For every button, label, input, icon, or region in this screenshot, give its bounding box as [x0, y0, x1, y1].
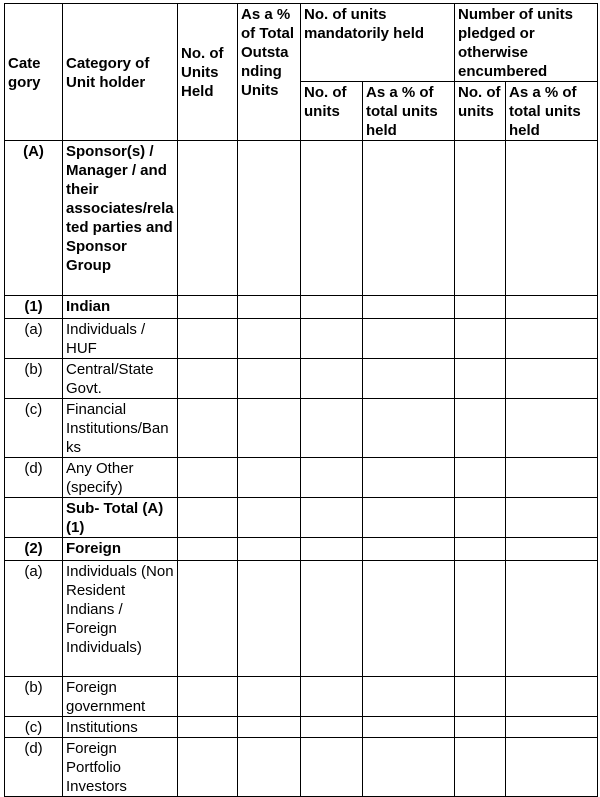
cell — [455, 717, 506, 738]
cell — [301, 498, 363, 538]
cell — [506, 738, 598, 797]
row-category: (a) — [5, 319, 63, 359]
cell — [363, 738, 455, 797]
cell — [455, 399, 506, 458]
cell — [506, 359, 598, 399]
cell — [238, 498, 301, 538]
cell — [301, 561, 363, 677]
cell — [301, 399, 363, 458]
cell — [178, 498, 238, 538]
cell — [363, 561, 455, 677]
cell — [238, 738, 301, 797]
cell — [301, 538, 363, 561]
row-category: (c) — [5, 717, 63, 738]
row-category: (A) — [5, 141, 63, 296]
cell — [301, 296, 363, 319]
cell — [506, 319, 598, 359]
cell — [455, 498, 506, 538]
row-category: (2) — [5, 538, 63, 561]
cell — [178, 677, 238, 717]
cell — [301, 359, 363, 399]
row-holder: Financial Institutions/Banks — [63, 399, 178, 458]
row-category: (b) — [5, 677, 63, 717]
cell — [178, 717, 238, 738]
cell — [238, 538, 301, 561]
cell — [301, 319, 363, 359]
cell — [363, 399, 455, 458]
cell — [238, 296, 301, 319]
table-row — [5, 538, 598, 561]
cell — [238, 359, 301, 399]
cell — [506, 296, 598, 319]
cell — [455, 458, 506, 498]
cell — [301, 677, 363, 717]
cell — [238, 141, 301, 296]
cell — [238, 399, 301, 458]
table-row — [5, 296, 598, 319]
cell — [506, 498, 598, 538]
cell — [455, 561, 506, 677]
table-row — [5, 141, 598, 296]
cell — [506, 561, 598, 677]
cell — [455, 738, 506, 797]
cell — [363, 319, 455, 359]
header-category — [5, 4, 63, 141]
cell — [178, 296, 238, 319]
table-row — [5, 319, 598, 359]
row-holder: Institutions — [63, 717, 178, 738]
cell — [238, 717, 301, 738]
cell — [506, 141, 598, 296]
cell — [178, 538, 238, 561]
cell — [363, 296, 455, 319]
cell — [178, 561, 238, 677]
row-category: (a) — [5, 561, 63, 677]
header-pct-outstanding: As a % of Total Outstanding Units — [238, 4, 301, 141]
header-pledged: Number of units pledged or otherwise encumbered — [455, 4, 598, 82]
row-holder: Sponsor(s) / Manager / and their associates/related parties and Sponsor Group — [63, 141, 178, 296]
table-row — [5, 458, 598, 498]
cell — [455, 141, 506, 296]
cell — [363, 717, 455, 738]
header-mandatorily-held: No. of units mandatorily held — [301, 4, 455, 82]
subheader-no-of-units-pledged: No. of units — [455, 82, 506, 141]
cell — [301, 141, 363, 296]
table-row — [5, 677, 598, 717]
header-units-held: No. of Units Held — [178, 4, 238, 141]
cell — [301, 458, 363, 498]
table-row — [5, 498, 598, 538]
header-category-line1: Cate — [8, 54, 41, 72]
cell — [506, 538, 598, 561]
header-category-line2: gory — [8, 73, 41, 91]
row-holder: Sub- Total (A) (1) — [63, 498, 178, 538]
row-holder: Foreign — [63, 538, 178, 561]
table-row — [5, 359, 598, 399]
cell — [363, 359, 455, 399]
cell — [506, 458, 598, 498]
cell — [238, 677, 301, 717]
cell — [238, 561, 301, 677]
cell — [178, 141, 238, 296]
cell — [178, 738, 238, 797]
row-category: (d) — [5, 458, 63, 498]
row-holder: Indian — [63, 296, 178, 319]
cell — [363, 458, 455, 498]
subheader-pct-total-units: As a % of total units held — [363, 82, 455, 141]
table-row — [5, 561, 598, 677]
unitholding-table — [4, 3, 598, 797]
row-category — [5, 498, 63, 538]
row-holder: Foreign government — [63, 677, 178, 717]
table-row — [5, 738, 598, 797]
cell — [363, 498, 455, 538]
cell — [455, 319, 506, 359]
cell — [301, 717, 363, 738]
cell — [301, 738, 363, 797]
cell — [363, 538, 455, 561]
row-category: (b) — [5, 359, 63, 399]
row-category: (d) — [5, 738, 63, 797]
cell — [363, 677, 455, 717]
cell — [506, 717, 598, 738]
cell — [455, 359, 506, 399]
cell — [506, 399, 598, 458]
cell — [178, 319, 238, 359]
table-row — [5, 717, 598, 738]
header-unit-holder: Category of Unit holder — [63, 4, 178, 141]
subheader-no-of-units: No. of units — [301, 82, 363, 141]
subheader-pct-total-units-pledged: As a % of total units held — [506, 82, 598, 141]
cell — [363, 141, 455, 296]
cell — [455, 296, 506, 319]
cell — [455, 538, 506, 561]
row-holder: Any Other (specify) — [63, 458, 178, 498]
cell — [455, 677, 506, 717]
row-holder: Foreign Portfolio Investors — [63, 738, 178, 797]
cell — [238, 458, 301, 498]
cell — [506, 677, 598, 717]
table-row — [5, 399, 598, 458]
row-holder: Individuals (Non Resident Indians / Foreign Individuals) — [63, 561, 178, 677]
row-category: (c) — [5, 399, 63, 458]
cell — [178, 458, 238, 498]
row-holder: Central/State Govt. — [63, 359, 178, 399]
row-holder: Individuals / HUF — [63, 319, 178, 359]
row-category: (1) — [5, 296, 63, 319]
cell — [178, 399, 238, 458]
cell — [178, 359, 238, 399]
cell — [238, 319, 301, 359]
